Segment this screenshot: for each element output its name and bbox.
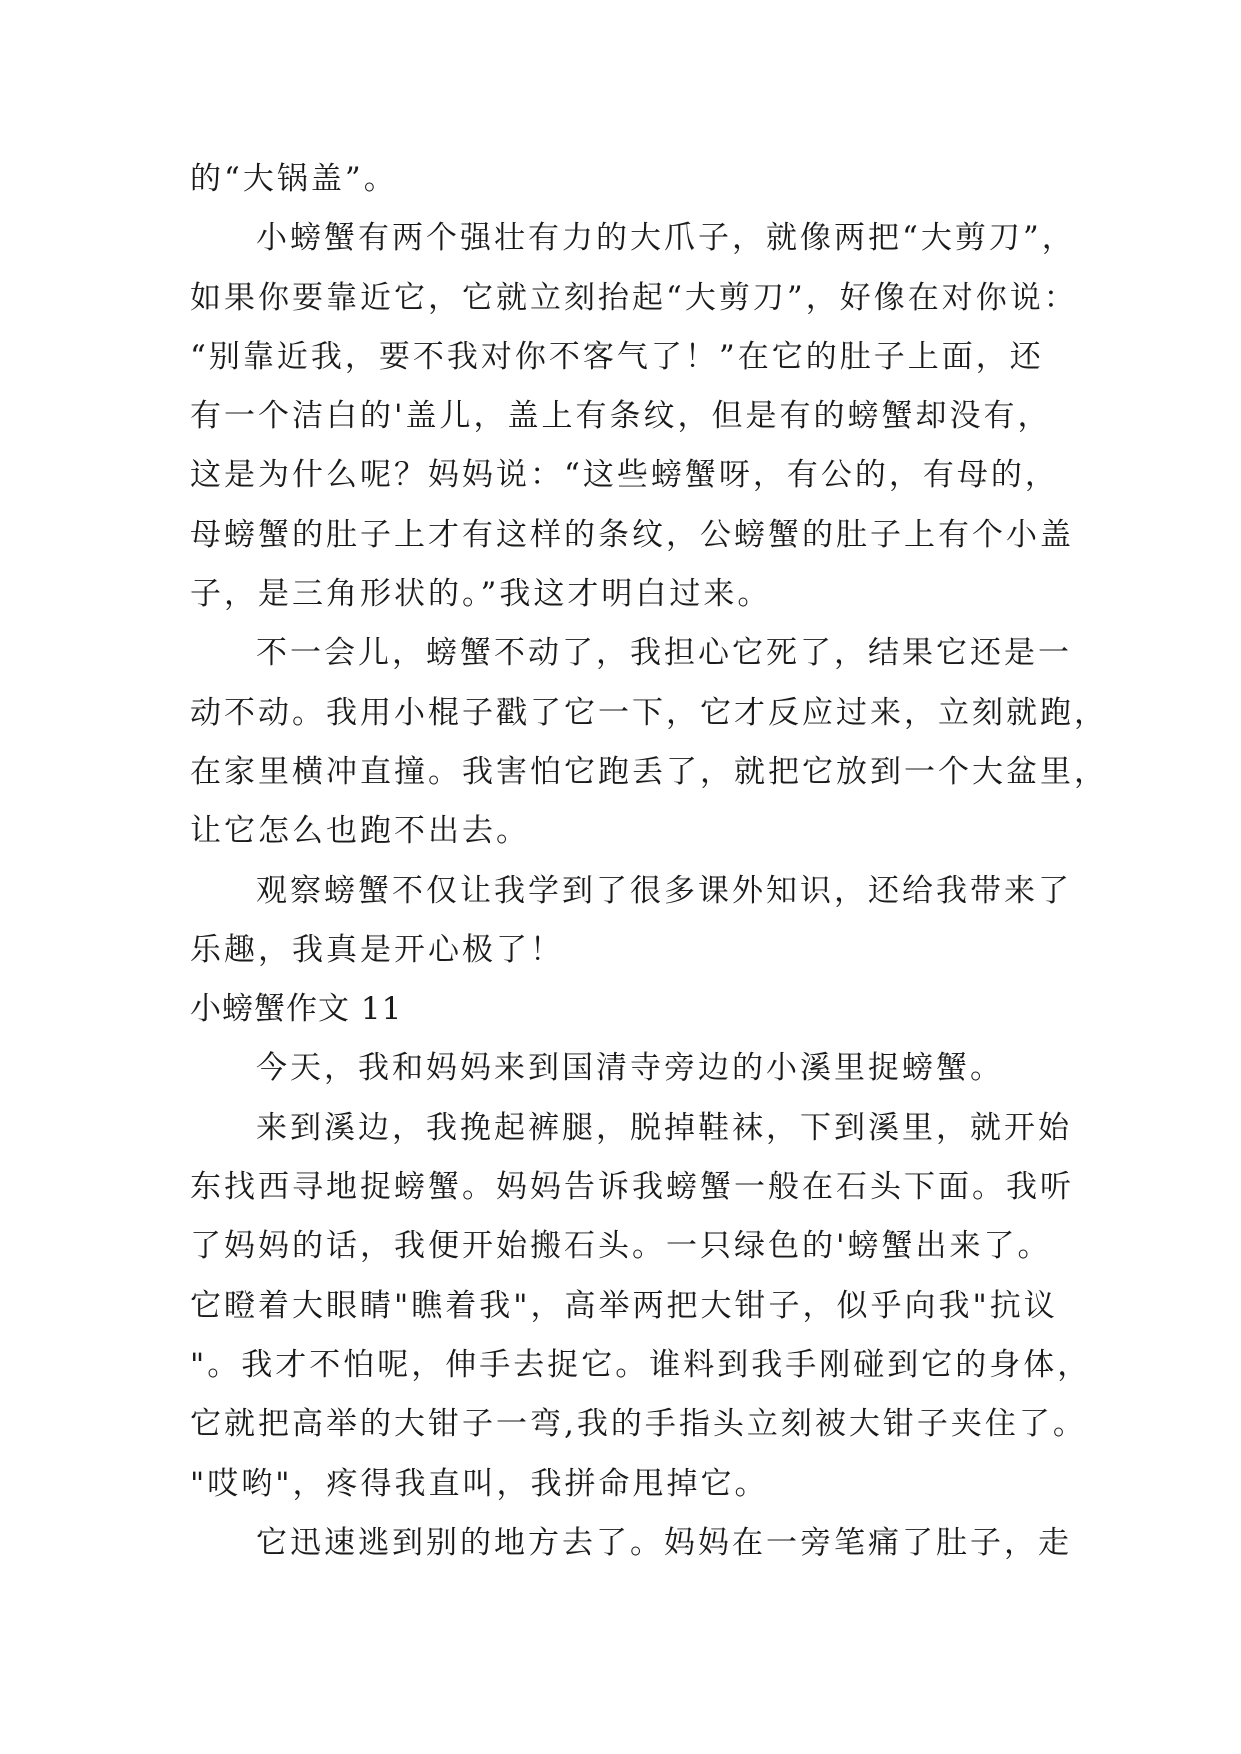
text-line: 子，是三角形状的。”我这才明白过来。	[190, 576, 772, 613]
text-line: 它瞪着大眼睛"瞧着我"，高举两把大钳子，似乎向我"抗议	[190, 1287, 1058, 1324]
text-line: "哎哟"，疼得我直叫，我拼命甩掉它。	[190, 1465, 769, 1502]
text-line: 动不动。我用小棍子戳了它一下，它才反应过来，立刻就跑，	[190, 694, 1108, 731]
text-line: 它就把高举的大钳子一弯,我的手指头立刻被大钳子夹住了。	[190, 1406, 1087, 1443]
text-line: 了妈妈的话，我便开始搬石头。一只绿色的'螃蟹出来了。	[190, 1228, 1052, 1265]
text-line: 乐趣，我真是开心极了！	[190, 931, 564, 968]
text-line: 东找西寻地捉螃蟹。妈妈告诉我螃蟹一般在石头下面。我听	[190, 1169, 1074, 1206]
text-line: 的“大锅盖”。	[190, 161, 398, 197]
text-line: 有一个洁白的'盖儿，盖上有条纹，但是有的螃蟹却没有，	[190, 398, 1052, 435]
text-line: "。我才不怕呢，伸手去捉它。谁料到我手刚碰到它的身体，	[190, 1346, 1092, 1383]
section-heading: 小螃蟹作文 11	[190, 991, 403, 1028]
paragraph-first-line: 小螃蟹有两个强壮有力的大爪子，就像两把“大剪刀”，	[256, 220, 1076, 257]
text-line: “别靠近我，要不我对你不客气了！”在它的肚子上面，还	[190, 338, 1044, 375]
paragraph-first-line: 它迅速逃到别的地方去了。妈妈在一旁笔痛了肚子，走	[256, 1524, 1072, 1561]
text-line: 这是为什么呢？妈妈说：“这些螃蟹呀，有公的，有母的，	[190, 457, 1059, 494]
document-page	[190, 150, 1108, 1573]
paragraph-first-line: 来到溪边，我挽起裤腿，脱掉鞋袜，下到溪里，就开始	[256, 1109, 1072, 1146]
paragraph-first-line: 观察螃蟹不仅让我学到了很多课外知识，还给我带来了	[256, 872, 1072, 909]
text-line: 如果你要靠近它，它就立刻抬起“大剪刀”，好像在对你说：	[190, 279, 1078, 316]
text-line: 让它怎么也跑不出去。	[190, 813, 530, 850]
text-line: 在家里横冲直撞。我害怕它跑丢了，就把它放到一个大盆里，	[190, 753, 1108, 790]
paragraph-first-line: 今天，我和妈妈来到国清寺旁边的小溪里捉螃蟹。	[256, 1050, 1004, 1087]
paragraph-first-line: 不一会儿，螃蟹不动了，我担心它死了，结果它还是一	[256, 635, 1072, 672]
text-line: 母螃蟹的肚子上才有这样的条纹，公螃蟹的肚子上有个小盖	[190, 516, 1074, 553]
